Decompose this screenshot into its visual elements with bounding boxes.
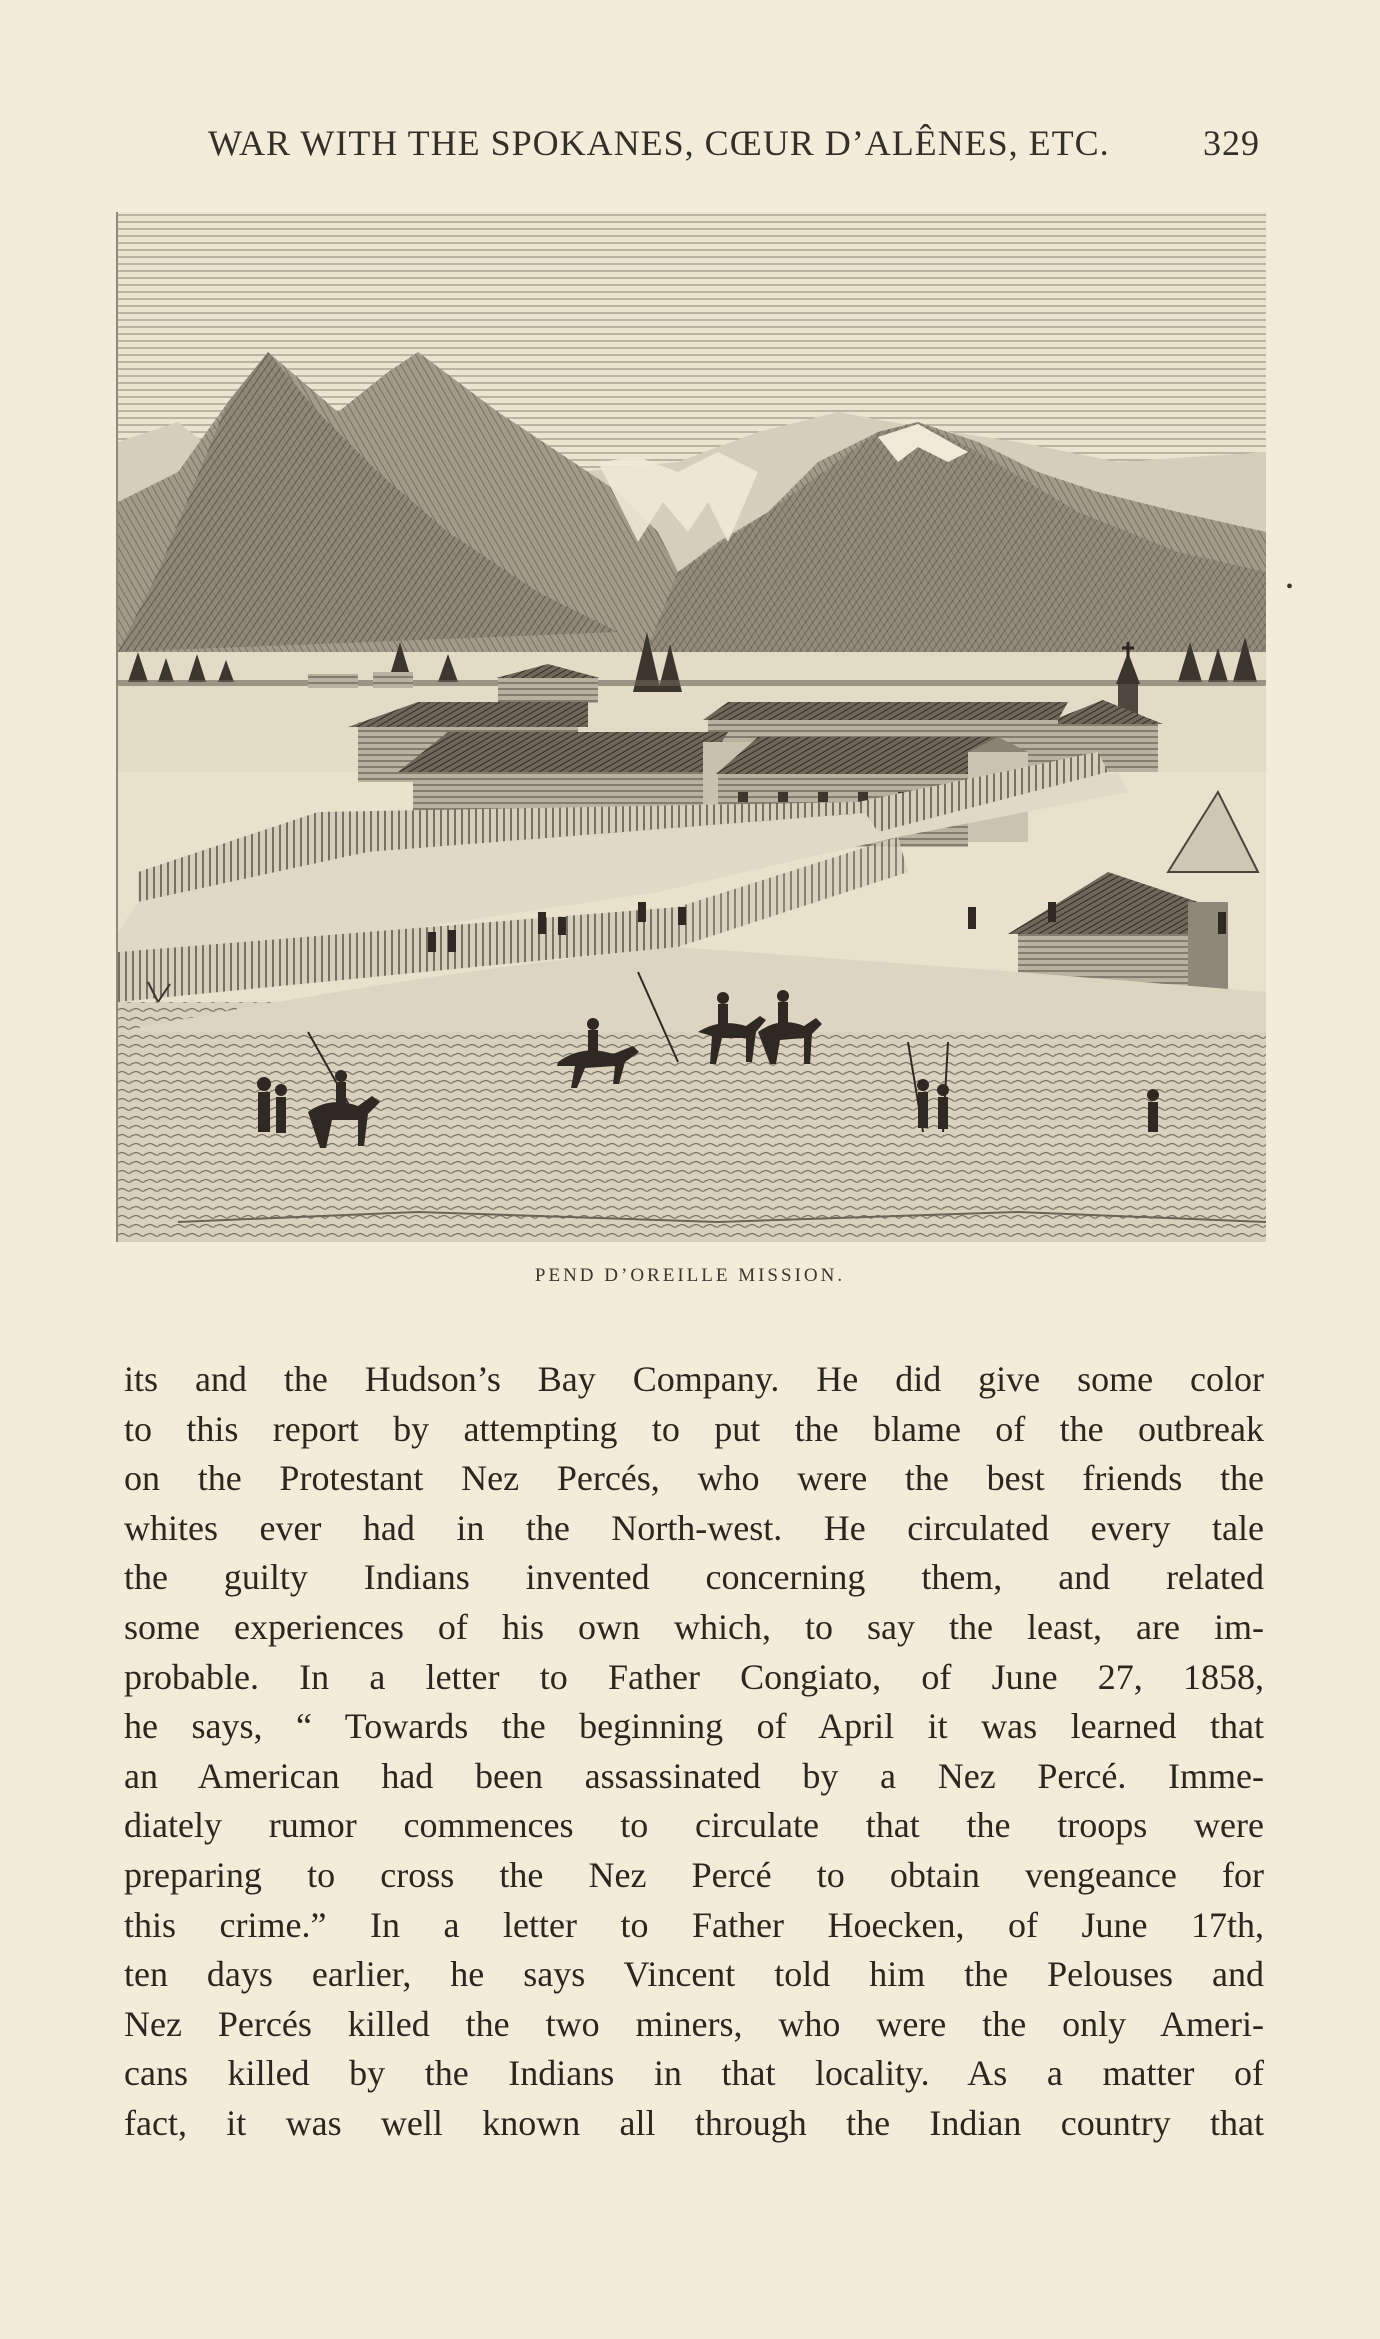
text-line: to this report by attempting to put the blame of the outbreak [124,1408,1264,1449]
text-line: on the Protestant Nez Percés, who were the best friends the [124,1458,1264,1499]
text-line: fact, it was well known all through the Indian country that [124,2102,1264,2143]
text-line: the guilty Indians invented concerning them, and related [124,1557,1264,1598]
text-line: its and the Hudson’s Bay Company. He did give some color [124,1359,1264,1399]
engraving-drawing [118,212,1266,1242]
text-line: diately rumor commences to circulate that the troops were [124,1805,1264,1846]
running-head-title: WAR WITH THE SPOKANES, CŒUR D’ALÊNES, ETC. [208,123,1110,163]
text-line: some experiences of his own which, to say the least, are im- [124,1606,1264,1647]
text-line: this crime.” In a letter to Father Hoecken, of June 17th, [124,1904,1264,1945]
text-line: whites ever had in the North-west. He circulated every tale [124,1507,1264,1548]
engraving-illustration [116,212,1266,1242]
text-line: ten days earlier, he says Vincent told him the Pelouses and [124,1954,1264,1995]
text-line: probable. In a letter to Father Congiato, of June 27, 1858, [124,1656,1264,1697]
text-line: cans killed by the Indians in that locality. As a matter of [124,2053,1264,2094]
illustration-caption: PEND D’OREILLE MISSION. [534,1265,846,1286]
page-number: 329 [1203,123,1260,163]
margin-mark: • [1286,576,1294,598]
text-line: Nez Percés killed the two miners, who were the only Ameri- [124,2003,1264,2044]
text-line: preparing to cross the Nez Percé to obtain vengeance for [124,1854,1264,1895]
text-line: an American had been assassinated by a Nez Percé. Imme- [124,1755,1264,1796]
body-text [124,1355,1264,2149]
text-line: he says, “ Towards the beginning of April it was learned that [124,1706,1264,1747]
